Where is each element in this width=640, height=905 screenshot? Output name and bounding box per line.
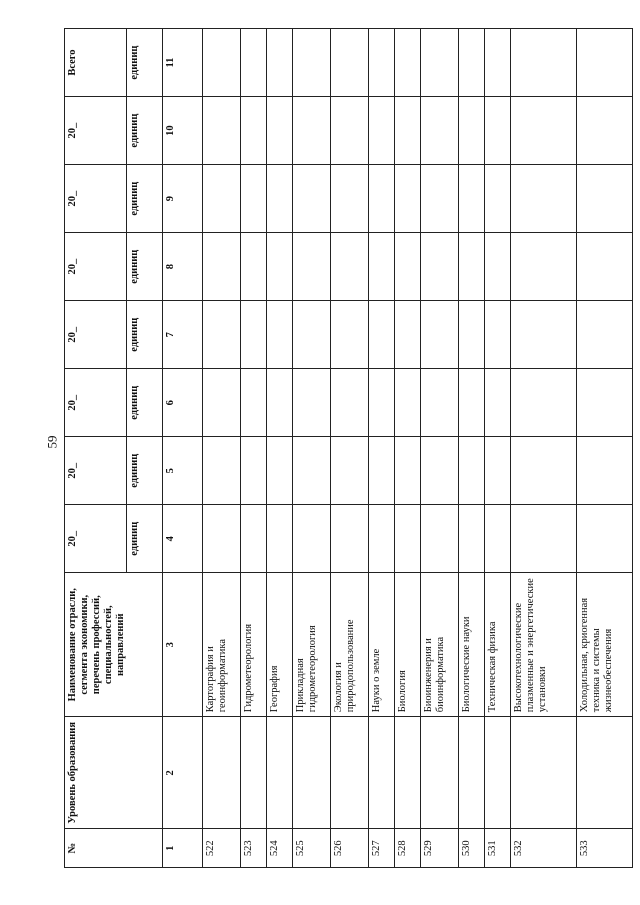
education-level-cell <box>485 717 511 829</box>
education-level-cell <box>369 717 395 829</box>
row-name: Науки о земле <box>369 573 395 717</box>
value-cell <box>241 165 267 233</box>
value-cell <box>421 165 459 233</box>
value-cell <box>331 505 369 573</box>
value-cell <box>293 97 331 165</box>
header-unit: единиц <box>127 233 163 301</box>
value-cell <box>577 301 633 369</box>
education-level-cell <box>511 717 577 829</box>
value-cell <box>577 29 633 97</box>
table-row <box>511 29 577 868</box>
column-number: 5 <box>163 437 203 505</box>
table-row <box>331 29 369 868</box>
row-code: 524 <box>267 829 293 868</box>
value-cell <box>369 97 395 165</box>
row-code: 526 <box>331 829 369 868</box>
row-code: 532 <box>511 829 577 868</box>
header-year-5: 20_ <box>65 437 127 505</box>
value-cell <box>421 505 459 573</box>
value-cell <box>267 233 293 301</box>
value-cell <box>293 369 331 437</box>
row-code: 528 <box>395 829 421 868</box>
value-cell <box>203 505 241 573</box>
column-number: 8 <box>163 233 203 301</box>
row-name: Экология и природопользование <box>331 573 369 717</box>
row-name: Техническая физика <box>485 573 511 717</box>
row-name: Биоинженерия и биоинформатика <box>421 573 459 717</box>
value-cell <box>421 97 459 165</box>
education-level-cell <box>241 717 267 829</box>
value-cell <box>293 437 331 505</box>
table-row <box>203 29 241 868</box>
value-cell <box>485 301 511 369</box>
row-name: Биологические науки <box>459 573 485 717</box>
row-code: 533 <box>577 829 633 868</box>
value-cell <box>369 437 395 505</box>
value-cell <box>241 29 267 97</box>
value-cell <box>577 505 633 573</box>
value-cell <box>293 505 331 573</box>
value-cell <box>369 233 395 301</box>
column-number: 6 <box>163 369 203 437</box>
row-name: Высокотехнологические плазменные и энергетические установки <box>511 573 577 717</box>
education-level-cell <box>577 717 633 829</box>
value-cell <box>203 233 241 301</box>
value-cell <box>395 233 421 301</box>
column-number: 9 <box>163 165 203 233</box>
education-level-cell <box>331 717 369 829</box>
value-cell <box>511 97 577 165</box>
header-unit: единиц <box>127 29 163 97</box>
value-cell <box>577 233 633 301</box>
value-cell <box>293 301 331 369</box>
value-cell <box>421 29 459 97</box>
value-cell <box>369 369 395 437</box>
row-name: Холодильная, криогенная техника и системы жизнеобеспечения <box>577 573 633 717</box>
education-level-cell <box>203 717 241 829</box>
value-cell <box>293 233 331 301</box>
value-cell <box>577 165 633 233</box>
header-year-9: 20_ <box>65 165 127 233</box>
education-level-cell <box>421 717 459 829</box>
row-name: Картография и геоинформатика <box>203 573 241 717</box>
value-cell <box>331 301 369 369</box>
value-cell <box>369 29 395 97</box>
header-year-6: 20_ <box>65 369 127 437</box>
column-number-row <box>163 29 203 868</box>
header-unit: единиц <box>127 369 163 437</box>
value-cell <box>459 369 485 437</box>
value-cell <box>421 369 459 437</box>
value-cell <box>511 437 577 505</box>
table-row <box>395 29 421 868</box>
value-cell <box>485 165 511 233</box>
header-year-8: 20_ <box>65 233 127 301</box>
value-cell <box>203 437 241 505</box>
column-number: 7 <box>163 301 203 369</box>
education-level-cell <box>293 717 331 829</box>
row-code: 522 <box>203 829 241 868</box>
value-cell <box>331 29 369 97</box>
header-unit: единиц <box>127 301 163 369</box>
table-row <box>485 29 511 868</box>
value-cell <box>459 301 485 369</box>
value-cell <box>267 505 293 573</box>
value-cell <box>267 369 293 437</box>
value-cell <box>421 301 459 369</box>
header-total: Всего <box>65 29 127 97</box>
value-cell <box>267 301 293 369</box>
header-name: Наименование отрасли, сегмента экономики, перечень профессий, специальностей, направлений <box>65 573 163 717</box>
table-row <box>369 29 395 868</box>
value-cell <box>459 505 485 573</box>
row-name: Прикладная гидрометеорология <box>293 573 331 717</box>
value-cell <box>331 437 369 505</box>
value-cell <box>203 97 241 165</box>
education-level-cell <box>267 717 293 829</box>
table-row <box>577 29 633 868</box>
value-cell <box>485 369 511 437</box>
value-cell <box>331 97 369 165</box>
value-cell <box>421 437 459 505</box>
header-education-level: Уровень образования <box>65 717 163 829</box>
row-name: География <box>267 573 293 717</box>
table-row <box>293 29 331 868</box>
value-cell <box>293 165 331 233</box>
education-level-cell <box>459 717 485 829</box>
value-cell <box>485 29 511 97</box>
value-cell <box>203 369 241 437</box>
row-code: 531 <box>485 829 511 868</box>
value-cell <box>241 233 267 301</box>
value-cell <box>267 165 293 233</box>
value-cell <box>369 165 395 233</box>
value-cell <box>395 29 421 97</box>
value-cell <box>331 233 369 301</box>
row-code: 525 <box>293 829 331 868</box>
table-row <box>241 29 267 868</box>
value-cell <box>395 165 421 233</box>
value-cell <box>369 301 395 369</box>
value-cell <box>241 97 267 165</box>
value-cell <box>331 369 369 437</box>
value-cell <box>459 165 485 233</box>
row-code: 523 <box>241 829 267 868</box>
value-cell <box>241 437 267 505</box>
value-cell <box>459 29 485 97</box>
value-cell <box>241 301 267 369</box>
value-cell <box>577 97 633 165</box>
data-table <box>64 28 633 868</box>
column-number: 2 <box>163 717 203 829</box>
column-number: 4 <box>163 505 203 573</box>
header-year-10: 20_ <box>65 97 127 165</box>
value-cell <box>267 29 293 97</box>
column-number: 11 <box>163 29 203 97</box>
value-cell <box>395 369 421 437</box>
value-cell <box>511 165 577 233</box>
value-cell <box>267 97 293 165</box>
value-cell <box>395 505 421 573</box>
row-code: 527 <box>369 829 395 868</box>
table-row <box>267 29 293 868</box>
value-cell <box>203 165 241 233</box>
header-year-4: 20_ <box>65 505 127 573</box>
value-cell <box>485 97 511 165</box>
value-cell <box>511 29 577 97</box>
education-level-cell <box>395 717 421 829</box>
value-cell <box>369 505 395 573</box>
column-number: 1 <box>163 829 203 868</box>
header-unit: единиц <box>127 437 163 505</box>
value-cell <box>511 233 577 301</box>
value-cell <box>511 301 577 369</box>
value-cell <box>485 437 511 505</box>
value-cell <box>395 97 421 165</box>
header-unit: единиц <box>127 165 163 233</box>
value-cell <box>511 505 577 573</box>
value-cell <box>395 437 421 505</box>
value-cell <box>241 505 267 573</box>
value-cell <box>421 233 459 301</box>
value-cell <box>485 505 511 573</box>
value-cell <box>267 437 293 505</box>
row-code: 530 <box>459 829 485 868</box>
row-code: 529 <box>421 829 459 868</box>
rotated-table-page <box>64 28 640 868</box>
value-cell <box>395 301 421 369</box>
value-cell <box>459 97 485 165</box>
value-cell <box>203 301 241 369</box>
value-cell <box>511 369 577 437</box>
value-cell <box>331 165 369 233</box>
value-cell <box>577 369 633 437</box>
value-cell <box>577 437 633 505</box>
page-number: 59 <box>44 435 60 449</box>
table-row <box>459 29 485 868</box>
row-name: Биология <box>395 573 421 717</box>
value-cell <box>485 233 511 301</box>
column-number: 10 <box>163 97 203 165</box>
value-cell <box>459 437 485 505</box>
header-unit: единиц <box>127 97 163 165</box>
row-name: Гидрометеорология <box>241 573 267 717</box>
header-unit: единиц <box>127 505 163 573</box>
value-cell <box>241 369 267 437</box>
value-cell <box>459 233 485 301</box>
value-cell <box>203 29 241 97</box>
header-number: № <box>65 829 163 868</box>
value-cell <box>293 29 331 97</box>
header-year-7: 20_ <box>65 301 127 369</box>
column-number: 3 <box>163 573 203 717</box>
table-row <box>421 29 459 868</box>
